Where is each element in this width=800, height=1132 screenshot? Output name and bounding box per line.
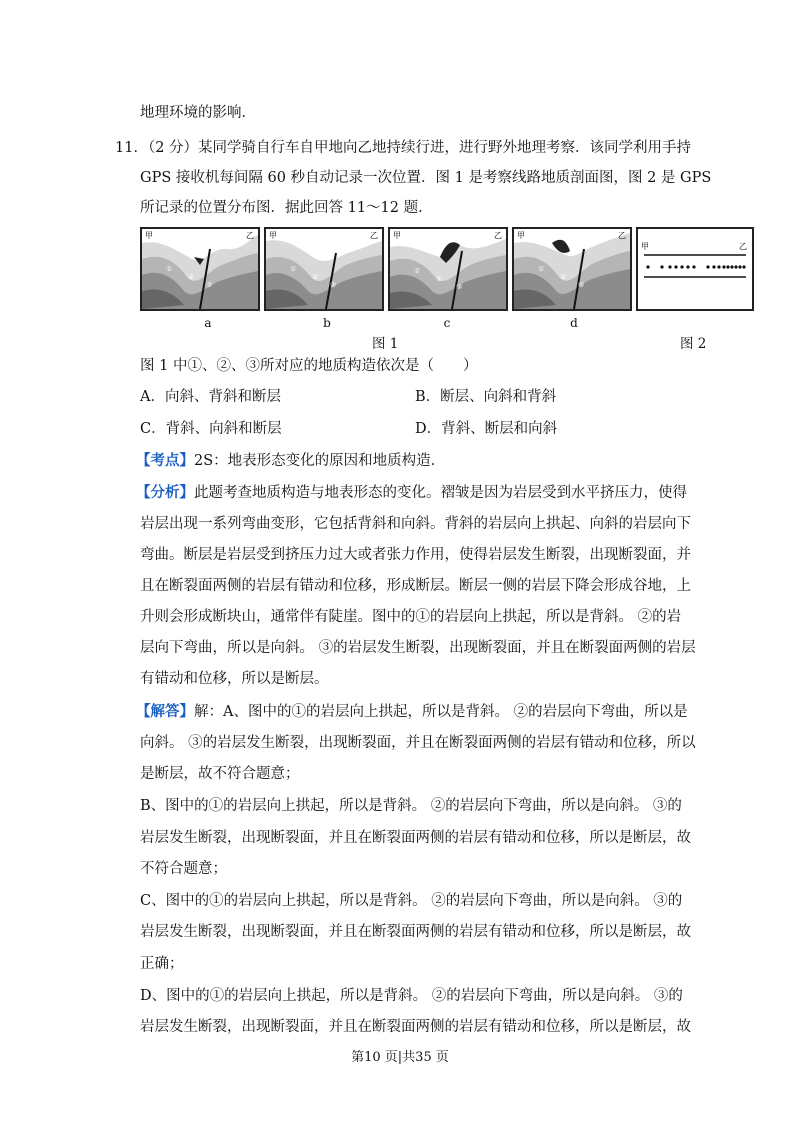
fenxi-line-1: 【分析】此题考查地质构造与地表形态的变化。褶皱是因为岩层受到水平挤压力，使得 xyxy=(136,484,687,501)
svg-text:②: ② xyxy=(560,273,567,281)
jieda-line-10: D、图中的①的岩层向上拱起，所以是背斜。 ②的岩层向下弯曲，所以是向斜。 ③的 xyxy=(140,988,683,1004)
gps-end-label: 乙 xyxy=(739,242,747,251)
fenxi-line-2: 岩层出现一系列弯曲变形，它包括背斜和向斜。背斜的岩层向上拱起、向斜的岩层向下 xyxy=(140,516,691,532)
jieda-line-7: C、图中的①的岩层向上拱起，所以是背斜。 ②的岩层向下弯曲，所以是向斜。 ③的 xyxy=(140,893,683,909)
svg-text:②: ② xyxy=(436,275,443,283)
gps-points-panel xyxy=(636,227,754,311)
option-c[interactable]: C．背斜、向斜和断层 xyxy=(140,421,282,437)
panel-label-a: a xyxy=(204,316,212,330)
figure-1-label: 图 1 xyxy=(372,336,399,352)
profile-c-graphic xyxy=(390,229,506,309)
question-line-2: GPS 接收机每间隔 60 秒自动记录一次位置．图 1 是考察线路地质剖面图，图 2 是 GPS xyxy=(140,170,712,186)
jieda-line-9: 正确； xyxy=(140,956,184,972)
fenxi-line-3: 弯曲。断层是岩层受到挤压力过大或者张力作用，使得岩层发生断裂，出现断裂面，并 xyxy=(140,547,691,563)
svg-text:③: ③ xyxy=(456,283,463,291)
svg-text:①: ① xyxy=(538,265,545,273)
svg-text:③: ③ xyxy=(330,281,337,289)
panel-label-b: b xyxy=(323,316,331,330)
jieda-line-8: 岩层发生断裂，出现断裂面，并且在断裂面两侧的岩层有错动和位移，所以是断层，故 xyxy=(140,924,691,940)
svg-text:②: ② xyxy=(188,273,195,281)
svg-text:①: ① xyxy=(290,265,297,273)
start-label-c: 甲 xyxy=(393,231,401,240)
question-line-1: 11．（2 分）某同学骑自行车自甲地向乙地持续行进，进行野外地理考察．该同学利用手持 xyxy=(115,140,692,156)
jieda-line-2: 向斜。 ③的岩层发生断裂，出现断裂面，并且在断裂面两侧的岩层有错动和位移，所以 xyxy=(140,735,696,751)
end-label-b: 乙 xyxy=(370,231,378,240)
kaodian-tag: 【考点】 xyxy=(136,452,194,469)
geology-figure xyxy=(140,227,760,357)
profile-panel-b xyxy=(264,227,384,311)
fenxi-line-7: 有错动和位移，所以是断层。 xyxy=(140,671,329,687)
svg-text:①: ① xyxy=(166,265,173,273)
profile-panel-d xyxy=(512,227,632,311)
fenxi-line-6: 层向下弯曲，所以是向斜。 ③的岩层发生断裂，出现断裂面，并且在断裂面两侧的岩层 xyxy=(140,640,696,656)
profile-b-graphic xyxy=(266,229,382,309)
start-label-b: 甲 xyxy=(269,231,277,240)
svg-text:③: ③ xyxy=(206,281,213,289)
fenxi-tag: 【分析】 xyxy=(136,484,194,501)
profile-d-graphic xyxy=(514,229,630,309)
gps-start-label: 甲 xyxy=(641,242,649,251)
end-label-d: 乙 xyxy=(618,231,626,240)
jieda-line-4: B、图中的①的岩层向上拱起，所以是背斜。 ②的岩层向下弯曲，所以是向斜。 ③的 xyxy=(140,798,682,814)
option-d[interactable]: D．背斜、断层和向斜 xyxy=(415,421,558,437)
svg-text:③: ③ xyxy=(578,281,585,289)
question-number: 11． xyxy=(115,140,148,156)
profile-a-graphic xyxy=(142,229,258,309)
figure-2-label: 图 2 xyxy=(680,336,707,352)
gps-points-graphic xyxy=(638,229,752,309)
fenxi-line-5: 升则会形成断块山，通常伴有陡崖。图中的①的岩层向上拱起，所以是背斜。 ②的岩 xyxy=(140,609,682,625)
panel-label-c: c xyxy=(443,316,451,330)
jieda-line-5: 岩层发生断裂，出现断裂面，并且在断裂面两侧的岩层有错动和位移，所以是断层，故 xyxy=(140,830,691,846)
question-line-3: 所记录的位置分布图．据此回答 11～12 题． xyxy=(140,200,433,216)
start-label-a: 甲 xyxy=(145,231,153,240)
jieda-line-3: 是断层，故不符合题意； xyxy=(140,766,300,782)
start-label-d: 甲 xyxy=(517,231,525,240)
question-stem: 图 1 中①、②、③所对应的地质构造依次是（ ） xyxy=(140,358,478,374)
jieda-line-1: 【解答】解：A、图中的①的岩层向上拱起，所以是背斜。 ②的岩层向下弯曲，所以是 xyxy=(136,703,688,720)
profile-panel-c xyxy=(388,227,508,311)
kaodian-line: 【考点】2S：地表形态变化的原因和地质构造． xyxy=(136,452,446,469)
gps-record-dots xyxy=(646,265,745,268)
svg-text:①: ① xyxy=(414,267,421,275)
option-b[interactable]: B．断层、向斜和背斜 xyxy=(415,389,557,405)
jieda-tag: 【解答】 xyxy=(136,703,194,720)
page-footer: 第10 页|共35 页 xyxy=(351,1050,449,1065)
profile-panel-a xyxy=(140,227,260,311)
svg-text:②: ② xyxy=(312,273,319,281)
fenxi-line-4: 且在断裂面两侧的岩层有错动和位移，形成断层。断层一侧的岩层下降会形成谷地，上 xyxy=(140,578,691,594)
panel-label-d: d xyxy=(570,316,578,330)
jieda-line-11: 岩层发生断裂，出现断裂面，并且在断裂面两侧的岩层有错动和位移，所以是断层，故 xyxy=(140,1019,691,1035)
jieda-line-6: 不符合题意； xyxy=(140,861,227,877)
option-a[interactable]: A．向斜、背斜和断层 xyxy=(140,389,281,405)
end-label-a: 乙 xyxy=(246,231,254,240)
previous-text-line: 地理环境的影响． xyxy=(140,105,256,121)
end-label-c: 乙 xyxy=(494,231,502,240)
